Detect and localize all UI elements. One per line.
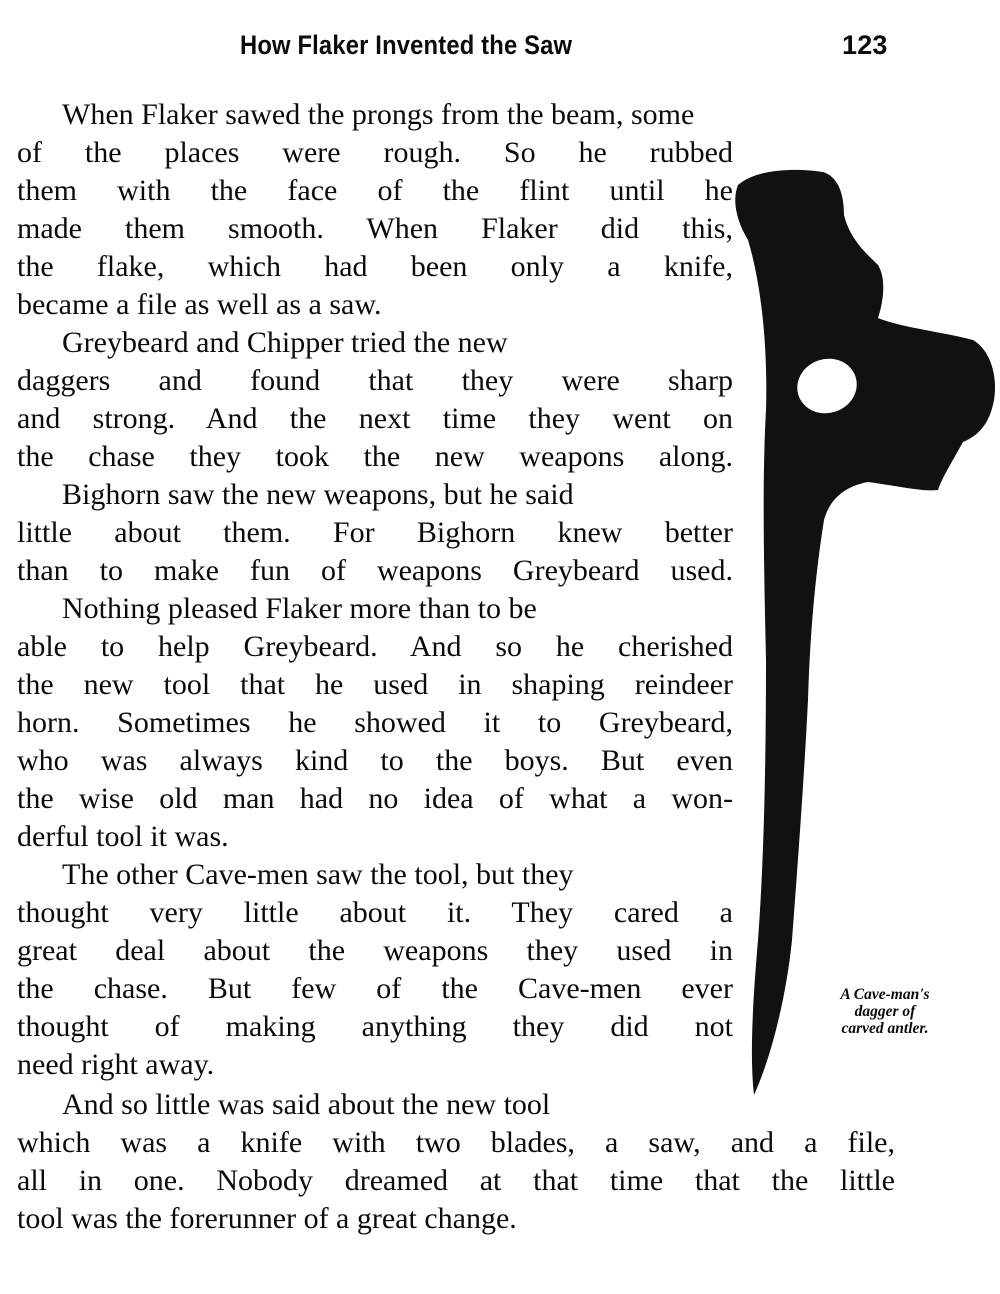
dagger-silhouette <box>735 170 995 1095</box>
text-line: all in one. Nobody dreamed at that time that the little <box>17 1164 895 1197</box>
text-line: the chase. But few of the Cave-men ever <box>17 972 733 1005</box>
text-line: became a file as well as a saw. <box>17 288 382 321</box>
antler-dagger-illustration <box>728 160 1000 1120</box>
text-line: horn. Sometimes he showed it to Greybeard, <box>17 706 733 739</box>
running-title: How Flaker Invented the Saw <box>240 30 573 60</box>
text-line: And so little was said about the new tool <box>62 1088 551 1121</box>
text-line: derful tool it was. <box>17 820 229 853</box>
page-number: 123 <box>842 30 888 60</box>
text-line: the flake, which had been only a knife, <box>17 250 733 283</box>
text-line: Greybeard and Chipper tried the new <box>62 326 508 359</box>
text-line: able to help Greybeard. And so he cherished <box>17 630 733 663</box>
text-line: little about them. For Bighorn knew better <box>17 516 733 549</box>
text-line: thought very little about it. They cared a <box>17 896 733 929</box>
text-line: made them smooth. When Flaker did this, <box>17 212 733 245</box>
text-line: thought of making anything they did not <box>17 1010 733 1043</box>
text-line: the chase they took the new weapons along. <box>17 440 733 473</box>
text-line: of the places were rough. So he rubbed <box>17 136 733 169</box>
text-line: When Flaker sawed the prongs from the beam, some <box>62 98 695 131</box>
text-line: them with the face of the flint until he <box>17 174 733 207</box>
running-head <box>0 30 1000 70</box>
text-line: Nothing pleased Flaker more than to be <box>62 592 537 625</box>
text-line: who was always kind to the boys. But even <box>17 744 733 777</box>
text-line: The other Cave-men saw the tool, but they <box>62 858 574 891</box>
text-line: the wise old man had no idea of what a won- <box>17 782 733 815</box>
text-line: and strong. And the next time they went on <box>17 402 733 435</box>
text-line: great deal about the weapons they used in <box>17 934 733 967</box>
text-line: which was a knife with two blades, a saw, and a file, <box>17 1126 895 1159</box>
text-line: need right away. <box>17 1048 215 1081</box>
text-line: tool was the forerunner of a great change. <box>17 1202 517 1235</box>
text-line: daggers and found that they were sharp <box>17 364 733 397</box>
text-line: Bighorn saw the new weapons, but he said <box>62 478 574 511</box>
caption-line: dagger of <box>854 1003 916 1020</box>
text-line: than to make fun of weapons Greybeard used. <box>17 554 733 587</box>
caption-line: carved antler. <box>841 1020 929 1037</box>
text-line: the new tool that he used in shaping reindeer <box>17 668 733 701</box>
figure-caption <box>800 986 970 1037</box>
caption-line: A Cave-man's <box>840 986 930 1003</box>
